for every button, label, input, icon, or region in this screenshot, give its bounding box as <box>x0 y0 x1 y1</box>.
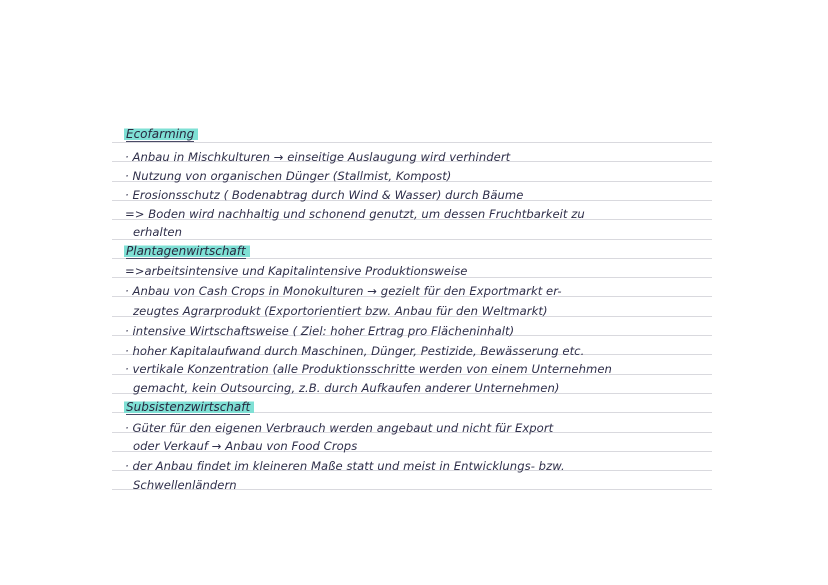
plantage-line-7: gemacht, kein Outsourcing, z.B. durch Aufkaufen anderer Unternehmen) <box>133 381 560 395</box>
ecofarming-line-5: erhalten <box>133 225 182 239</box>
ecofarming-line-1: · Anbau in Mischkulturen → einseitige Auslaugung wird verhindert <box>125 150 511 164</box>
subsistenz-line-4: Schwellenländern <box>133 478 237 492</box>
plantage-line-4: · intensive Wirtschaftsweise ( Ziel: hoher Ertrag pro Flächeninhalt) <box>125 324 515 338</box>
plantage-line-6: · vertikale Konzentration (alle Produktionsschritte werden von einem Unternehmen <box>125 362 612 376</box>
subsistenz-line-2: oder Verkauf → Anbau von Food Crops <box>133 439 358 453</box>
heading-ecofarming: Ecofarming <box>124 127 198 142</box>
ecofarming-line-3: · Erosionsschutz ( Bodenabtrag durch Wind & Wasser) durch Bäume <box>125 188 524 202</box>
heading-plantagenwirtschaft: Plantagenwirtschaft <box>124 244 250 259</box>
plantage-line-1: =>arbeitsintensive und Kapitalintensive Produktionsweise <box>125 264 468 278</box>
ecofarming-line-4: => Boden wird nachhaltig und schonend genutzt, um dessen Fruchtbarkeit zu <box>125 207 585 221</box>
ruled-line <box>112 142 712 143</box>
subsistenz-line-1: · Güter für den eigenen Verbrauch werden angebaut und nicht für Export <box>125 421 554 435</box>
ecofarming-line-2: · Nutzung von organischen Dünger (Stallmist, Kompost) <box>125 169 452 183</box>
plantage-line-3: zeugtes Agrarprodukt (Exportorientiert bzw. Anbau für den Weltmarkt) <box>133 304 548 318</box>
plantage-line-2: · Anbau von Cash Crops in Monokulturen → gezielt für den Exportmarkt er- <box>125 284 562 298</box>
subsistenz-line-3: · der Anbau findet im kleineren Maße statt und meist in Entwicklungs- bzw. <box>125 459 565 473</box>
ruled-line <box>112 239 712 240</box>
plantage-line-5: · hoher Kapitalaufwand durch Maschinen, Dünger, Pestizide, Bewässerung etc. <box>125 344 585 358</box>
heading-subsistenzwirtschaft: Subsistenzwirtschaft <box>124 400 254 415</box>
